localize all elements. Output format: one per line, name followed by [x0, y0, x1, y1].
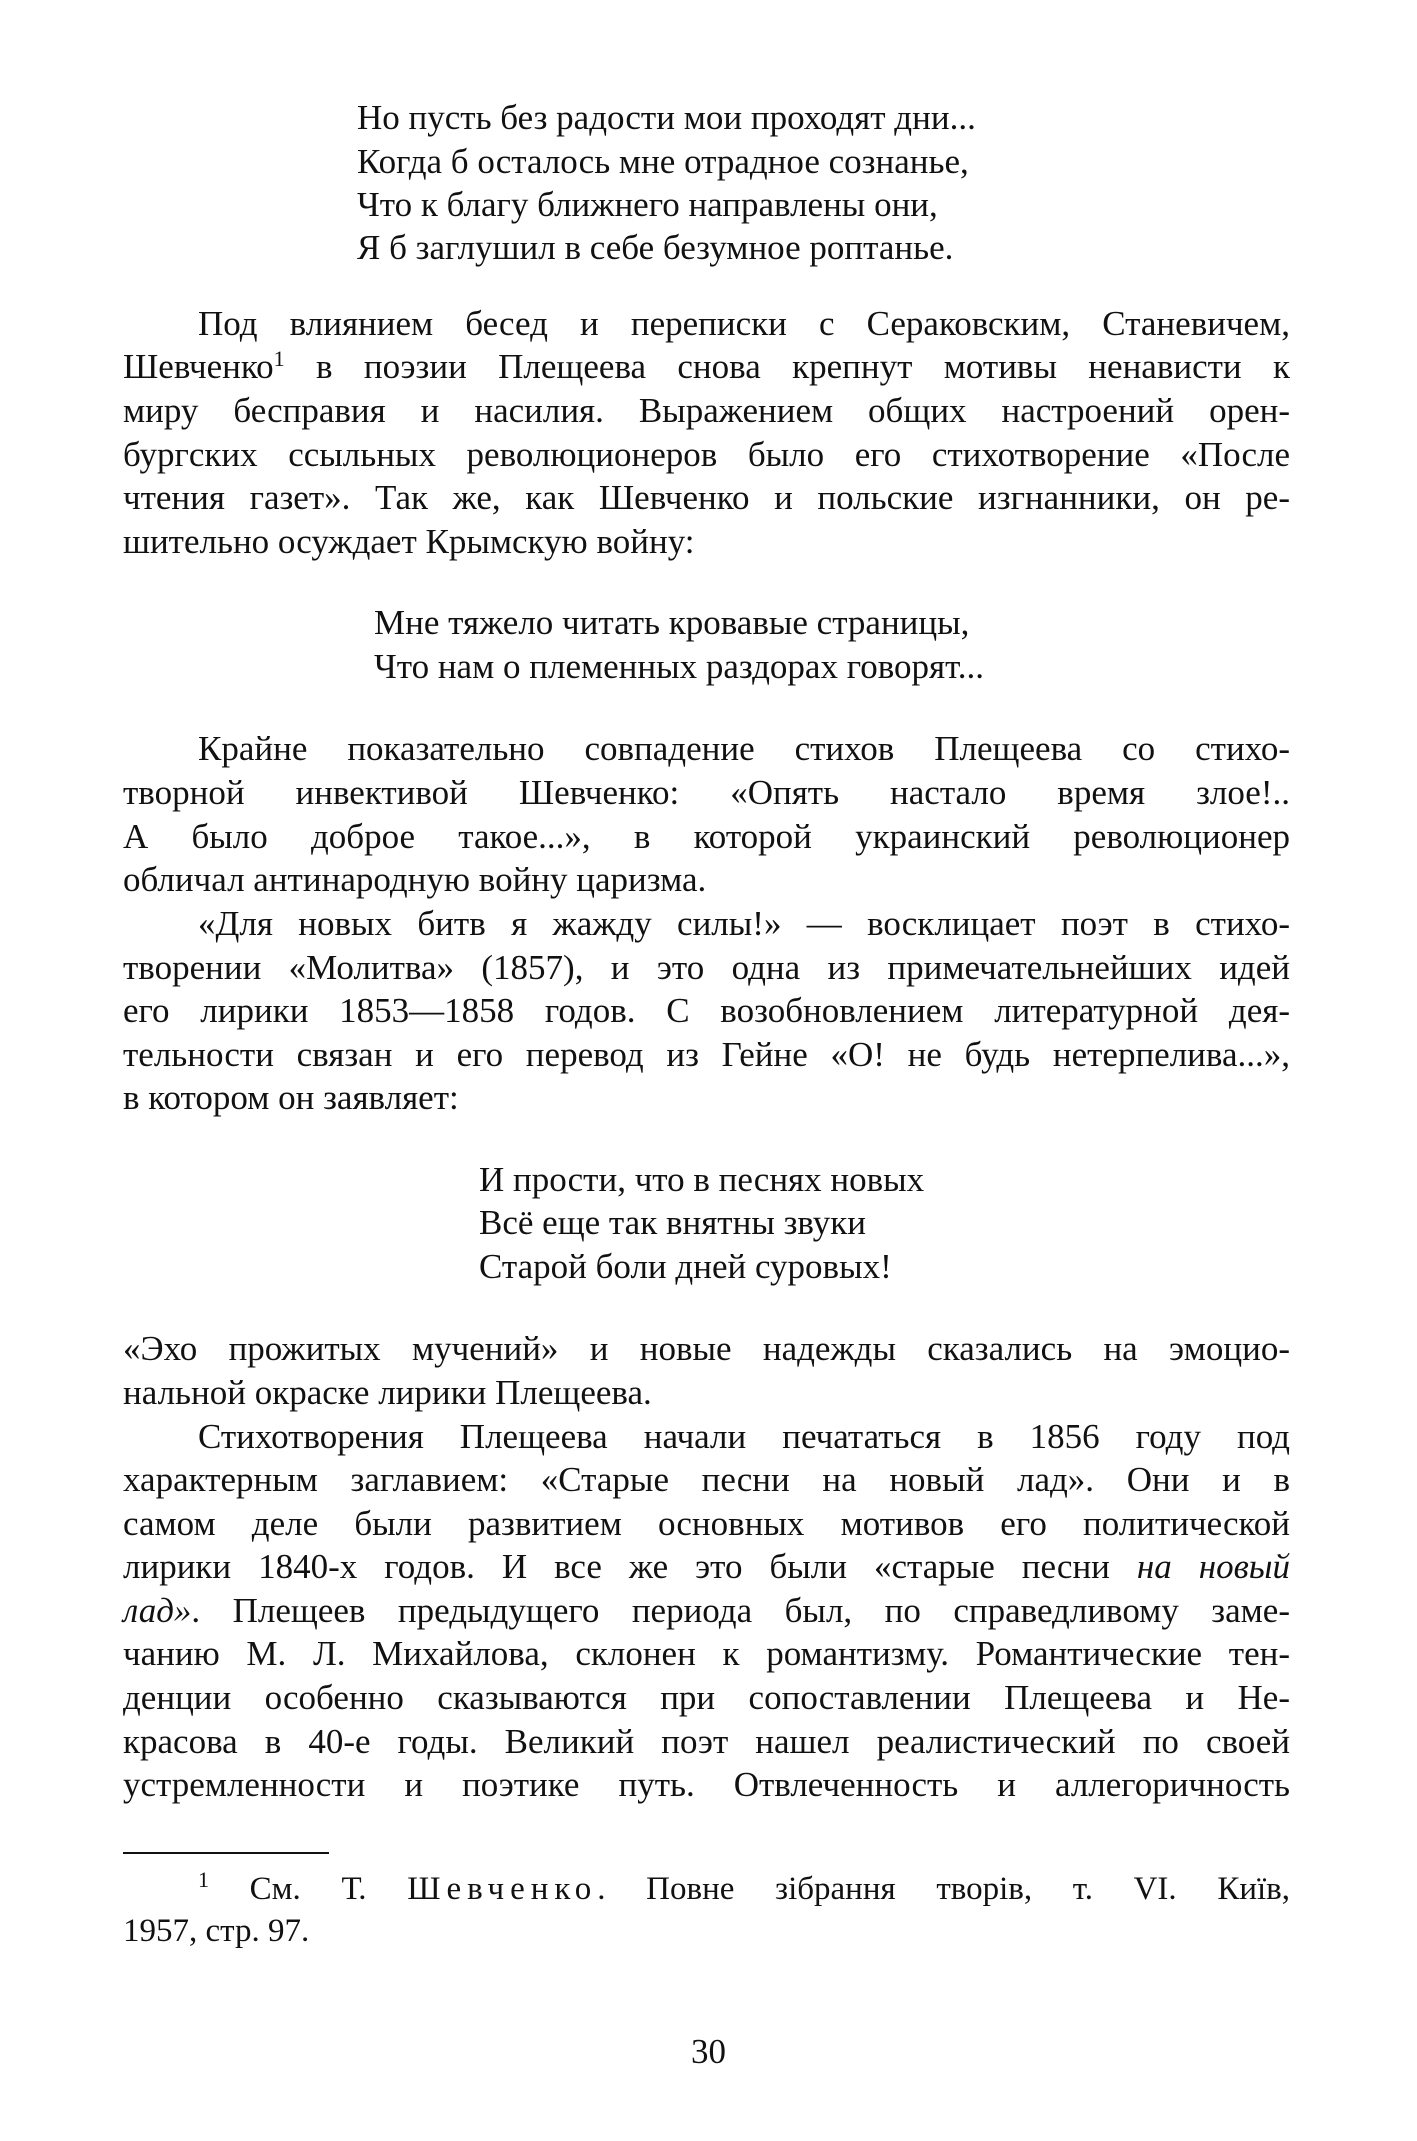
- paragraph-text: . Плещеев предыдущего периода был, по справедливому заме-: [191, 1591, 1290, 1630]
- footnote-text: . Повне зібрання творів, т. VI. Київ,: [597, 1871, 1290, 1907]
- author-name: Шевченко: [123, 347, 274, 386]
- paragraph-line: нальной окраске лирики Плещеева.: [123, 1373, 652, 1412]
- paragraph-line: бургских ссыльных революционеров было его стихотворение «После: [123, 435, 1290, 474]
- paragraph-line: [123, 1589, 1290, 1633]
- footnote-text: См. Т.: [209, 1871, 408, 1907]
- paragraph-text: в поэзии Плещеева снова крепнут мотивы ненависти к: [284, 347, 1290, 386]
- paragraph-line: денции особенно сказываются при сопоставлении Плещеева и Не-: [123, 1678, 1290, 1717]
- paragraph-line: тельности связан и его перевод из Гейне «О! не будь нетерпелива...»,: [123, 1035, 1290, 1074]
- footnote-divider: [123, 1852, 329, 1854]
- paragraph-line: Крайне показательно совпадение стихов Плещеева со стихо-: [198, 729, 1290, 768]
- verse-line: Всё еще так внятны звуки: [479, 1203, 866, 1242]
- paragraph-line: Стихотворения Плещеева начали печататься в 1856 году под: [198, 1417, 1290, 1456]
- verse-line: Я б заглушил в себе безумное роптанье.: [357, 228, 954, 267]
- verse-line: Мне тяжело читать кровавые страницы,: [374, 603, 970, 642]
- verse-line: Что к благу ближнего направлены они,: [357, 185, 938, 224]
- italic-text: на новый: [1136, 1547, 1290, 1586]
- verse-line: И прости, что в песнях новых: [479, 1160, 925, 1199]
- paragraph-line: «Эхо прожитых мучений» и новые надежды сказались на эмоцио-: [123, 1329, 1290, 1368]
- paragraph-line: самом деле были развитием основных мотивов его политической: [123, 1504, 1290, 1543]
- paragraph-line: творной инвективой Шевченко: «Опять настало время злое!..: [123, 773, 1290, 812]
- paragraph-line: его лирики 1853—1858 годов. С возобновлением литературной дея-: [123, 991, 1290, 1030]
- footnote-author: Шевченко: [407, 1871, 598, 1907]
- paragraph-line: творении «Молитва» (1857), и это одна из примечательнейших идей: [123, 948, 1290, 987]
- footnote-marker: 1: [198, 1867, 209, 1892]
- paragraph-line: чтения газет». Так же, как Шевченко и польские изгнанники, он ре-: [123, 478, 1290, 517]
- paragraph-line: обличал антинародную войну царизма.: [123, 860, 707, 899]
- paragraph-line: шительно осуждает Крымскую войну:: [123, 522, 695, 561]
- paragraph-line: устремленности и поэтике путь. Отвлеченность и аллегоричность: [123, 1765, 1290, 1804]
- paragraph-line: миру бесправия и насилия. Выражением общих настроений орен-: [123, 391, 1290, 430]
- verse-line: Старой боли дней суровых!: [479, 1247, 892, 1286]
- paragraph-line: чанию М. Л. Михайлова, склонен к романтизму. Романтические тен-: [123, 1634, 1290, 1673]
- paragraph-line: А было доброе такое...», в которой украинский революционер: [123, 817, 1290, 856]
- footnote-marker[interactable]: 1: [273, 346, 285, 371]
- verse-line: Когда б осталось мне отрадное сознанье,: [357, 142, 969, 181]
- paragraph-line: [123, 345, 1290, 389]
- footnote-line: [198, 1868, 1290, 1910]
- paragraph-line: красова в 40-е годы. Великий поэт нашел реалистический по своей: [123, 1722, 1290, 1761]
- paragraph-line: [123, 1545, 1290, 1589]
- page-number: 30: [691, 2032, 726, 2071]
- verse-line: Но пусть без радости мои проходят дни...: [357, 98, 976, 137]
- footnote-line: 1957, стр. 97.: [123, 1913, 310, 1949]
- paragraph-line: «Для новых битв я жажду силы!» — восклицает поэт в стихо-: [198, 904, 1290, 943]
- paragraph-line: Под влиянием бесед и переписки с Сераковским, Станевичем,: [198, 304, 1290, 343]
- italic-text: лад»: [123, 1591, 192, 1630]
- paragraph-line: в котором он заявляет:: [123, 1078, 459, 1117]
- paragraph-line: характерным заглавием: «Старые песни на новый лад». Они и в: [123, 1460, 1290, 1499]
- verse-line: Что нам о племенных раздорах говорят...: [374, 647, 984, 686]
- paragraph-text: лирики 1840-х годов. И все же это были «старые песни: [123, 1547, 1137, 1586]
